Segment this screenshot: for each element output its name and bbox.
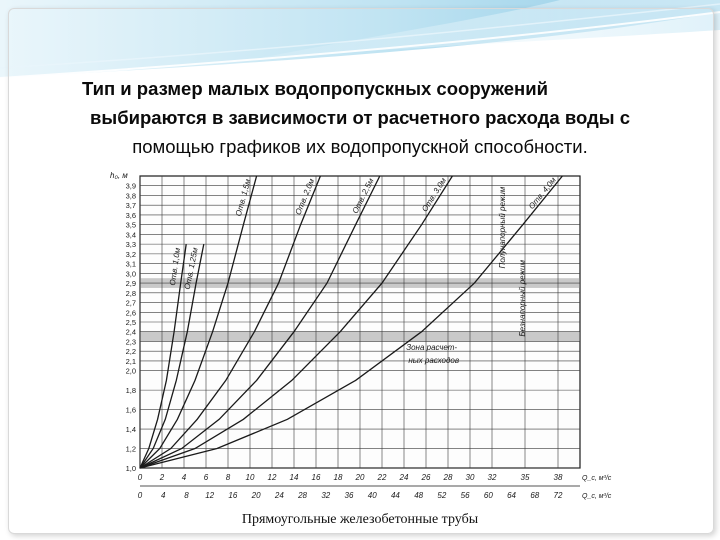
y-tick-label: 3,9 bbox=[125, 181, 136, 191]
x-tick-label-top: 2 bbox=[159, 473, 165, 482]
x-axis-unit-top: Q_с, м³/с bbox=[582, 475, 612, 482]
x-tick-label-top: 22 bbox=[377, 473, 387, 482]
y-tick-label: 2,3 bbox=[125, 337, 136, 347]
x-tick-label-bottom: 44 bbox=[390, 491, 400, 500]
y-tick-label: 3,6 bbox=[125, 210, 136, 220]
y-tick-label: 2,5 bbox=[125, 318, 136, 327]
series-label: Отв. 1,0м bbox=[167, 247, 183, 287]
x-tick-label-bottom: 4 bbox=[160, 491, 166, 500]
y-tick-label: 2,0 bbox=[125, 366, 136, 376]
chart-caption: Прямоугольные железобетонные трубы bbox=[241, 512, 479, 527]
title-line-3: помощью графиков их водопропускной способности. bbox=[132, 136, 588, 157]
x-tick-label-bottom: 64 bbox=[507, 491, 517, 500]
header-banner bbox=[0, 0, 720, 80]
x-tick-label-bottom: 28 bbox=[298, 491, 308, 500]
x-tick-label-bottom: 52 bbox=[437, 491, 447, 500]
discharge-capacity-chart bbox=[100, 162, 612, 512]
x-tick-label-bottom: 20 bbox=[251, 491, 261, 500]
y-tick-label: 2,2 bbox=[125, 347, 136, 357]
x-tick-label-top: 35 bbox=[520, 473, 530, 482]
series-label: Отв. 4,0м bbox=[526, 175, 558, 211]
x-tick-label-bottom: 8 bbox=[184, 491, 189, 500]
chart-annotation: Безнапорный режим bbox=[518, 260, 527, 337]
y-tick-label: 3,0 bbox=[125, 269, 136, 279]
x-tick-label-top: 10 bbox=[245, 473, 255, 482]
x-tick-label-bottom: 16 bbox=[228, 491, 238, 500]
y-tick-label: 3,1 bbox=[125, 259, 136, 269]
x-tick-label-bottom: 56 bbox=[460, 491, 470, 500]
x-tick-label-top: 16 bbox=[311, 473, 321, 482]
y-axis-label: h₀, м bbox=[110, 171, 128, 180]
y-tick-label: 2,4 bbox=[125, 327, 136, 337]
x-tick-label-bottom: 40 bbox=[367, 491, 377, 500]
y-tick-label: 1,6 bbox=[125, 405, 136, 415]
x-tick-label-bottom: 48 bbox=[414, 491, 424, 500]
chart-annotation: Зона расчет- bbox=[406, 343, 458, 353]
series-label: Отв. 2,0м bbox=[293, 177, 317, 217]
y-tick-label: 3,3 bbox=[125, 240, 136, 250]
x-tick-label-top: 28 bbox=[443, 473, 453, 482]
x-tick-label-bottom: 0 bbox=[137, 491, 143, 500]
series-label: Отв. 1,5м bbox=[233, 178, 253, 218]
y-tick-label: 3,8 bbox=[125, 191, 136, 201]
y-tick-label: 2,1 bbox=[125, 356, 136, 366]
y-tick-label: 1,8 bbox=[125, 386, 136, 396]
y-tick-label: 3,2 bbox=[125, 249, 136, 259]
chart-annotation: Полунапорный режим bbox=[498, 186, 508, 269]
x-tick-label-top: 30 bbox=[465, 473, 475, 482]
x-tick-label-top: 14 bbox=[289, 473, 299, 482]
title-line-2: выбираются в зависимости от расчетного расхода воды с bbox=[90, 107, 630, 128]
series-label: Отв. 1,25м bbox=[182, 246, 200, 291]
y-tick-label: 1,4 bbox=[125, 425, 136, 435]
y-tick-label: 1,0 bbox=[125, 464, 136, 473]
y-tick-label: 2,6 bbox=[125, 308, 136, 318]
x-tick-label-bottom: 60 bbox=[483, 491, 493, 500]
chart-annotation: ных расходов bbox=[408, 355, 460, 365]
x-axis-unit-bottom: Q_с, м³/с bbox=[582, 493, 612, 500]
x-tick-label-bottom: 68 bbox=[530, 491, 540, 500]
x-tick-label-top: 4 bbox=[181, 473, 187, 482]
x-tick-label-top: 12 bbox=[267, 473, 277, 482]
x-tick-label-top: 20 bbox=[355, 473, 365, 482]
x-tick-label-top: 18 bbox=[333, 473, 343, 482]
y-tick-label: 2,8 bbox=[125, 288, 136, 298]
y-tick-label: 3,7 bbox=[125, 201, 136, 211]
x-tick-label-top: 8 bbox=[225, 473, 231, 482]
series-label: Отв. 3,0м bbox=[420, 176, 449, 214]
series-label: Отв. 2,5м bbox=[350, 176, 376, 216]
title-line-1: Тип и размер малых водопропускных сооружений bbox=[82, 78, 548, 99]
x-tick-label-top: 6 bbox=[203, 473, 209, 482]
x-tick-label-top: 26 bbox=[421, 473, 431, 482]
x-tick-label-top: 24 bbox=[399, 473, 409, 482]
y-tick-label: 3,4 bbox=[125, 230, 136, 240]
x-tick-label-bottom: 24 bbox=[274, 491, 284, 500]
x-tick-label-bottom: 32 bbox=[321, 491, 331, 500]
x-tick-label-top: 32 bbox=[487, 473, 497, 482]
slide-title bbox=[30, 74, 690, 161]
x-tick-label-top: 0 bbox=[137, 473, 143, 482]
x-tick-label-bottom: 12 bbox=[205, 491, 215, 500]
x-tick-label-bottom: 72 bbox=[553, 491, 563, 500]
x-tick-label-bottom: 36 bbox=[344, 491, 354, 500]
x-tick-label-top: 38 bbox=[553, 473, 563, 482]
y-tick-label: 3,5 bbox=[125, 220, 136, 230]
y-tick-label: 1,2 bbox=[125, 444, 136, 454]
y-tick-label: 2,9 bbox=[125, 279, 136, 289]
y-tick-label: 2,7 bbox=[125, 298, 136, 308]
